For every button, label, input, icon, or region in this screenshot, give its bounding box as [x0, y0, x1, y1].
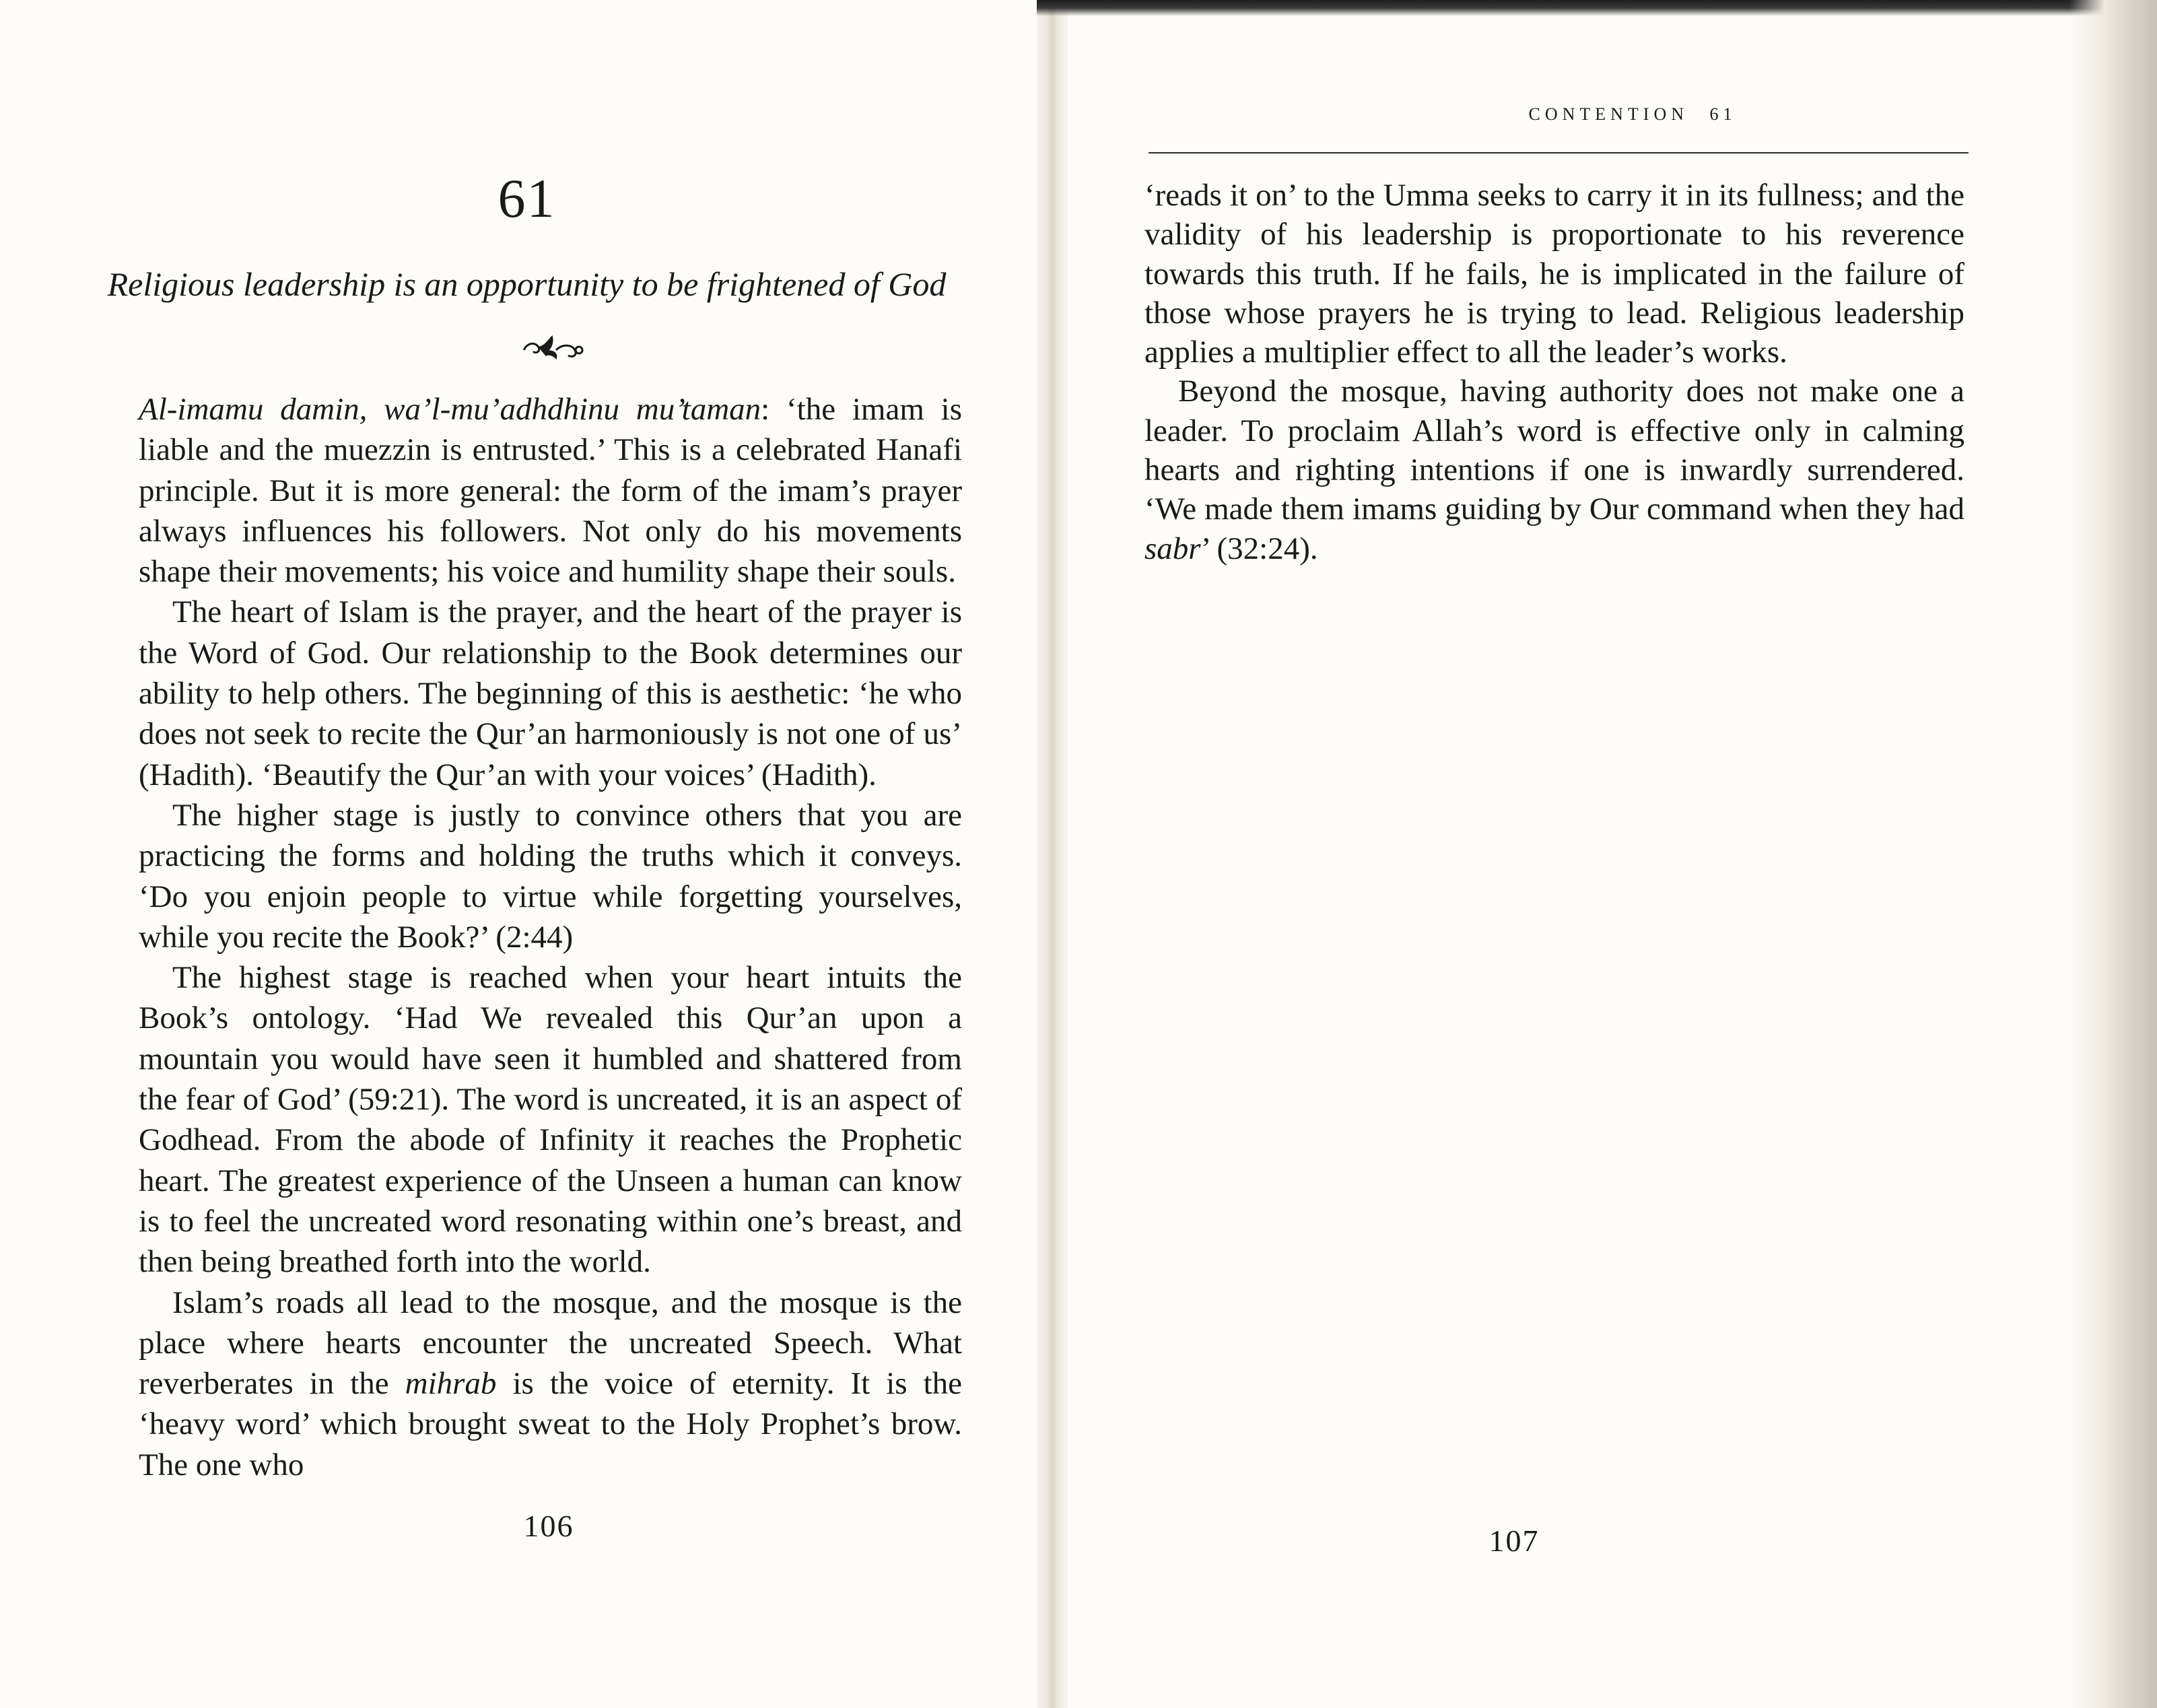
page-edge-shadow	[2069, 0, 2157, 1708]
paragraph-text: ’ (32:24).	[1200, 531, 1318, 566]
book-gutter	[1037, 0, 1068, 1708]
paragraph: The highest stage is reached when your heart intuits the Book’s ontology. ‘Had We revealed this Qur’an upon a mountain you would have seen it humbled and shattered from the fear of God’ (59:21). The word is uncreated, it is an aspect of Godhead. From the abode of Infinity it reaches the Prophetic heart. The greatest experience of the Unseen a human can know is to feel the uncreated word resonating within one’s breast, and then being breathed forth into the world.	[139, 960, 962, 1280]
running-head-word: CONTENTION	[1528, 104, 1689, 124]
paragraph-text: Beyond the mosque, having authority does not make one a leader. To proclaim Allah’s word is effective only in calming hearts and righting intentions if one is inwardly surrendered. ‘We made them imams guiding by Our command when they had	[1144, 374, 1964, 527]
left-page-body	[139, 389, 962, 1485]
paragraph-text: is the voice of eternity. It is the ‘heavy word’ which brought sweat to the Holy Prophet’s brow. The one who	[139, 1366, 962, 1482]
chapter-subtitle: Religious leadership is an opportunity to be frightened of God	[107, 265, 947, 303]
paragraph	[139, 389, 962, 592]
fleuron-ornament-icon	[518, 330, 586, 364]
page-number-left: 106	[523, 1509, 574, 1543]
italic-word: mihrab	[405, 1366, 497, 1402]
paragraph	[1144, 372, 1964, 568]
header-rule	[1149, 152, 1968, 153]
paragraph: The higher stage is justly to convince others that you are practicing the forms and holding the truths which it conveys. ‘Do you enjoin people to virtue while forgetting yourselves, while you recite the Book?’ (2:44)	[139, 797, 962, 955]
paragraph	[139, 1283, 962, 1485]
paragraph-text: : ‘the imam is liable and the muezzin is entrusted.’ This is a celebrated Hanafi principle. But it is more general: the form of the imam’s prayer always influences his followers. Not only do his movements shape their movements; his voice and humility shape their souls.	[139, 392, 962, 590]
italic-word: sabr	[1144, 531, 1201, 566]
page-top-shadow	[1037, 0, 2157, 16]
page-number-right: 107	[1488, 1524, 1540, 1558]
right-page-body	[1144, 176, 1964, 568]
running-head-number: 61	[1709, 104, 1737, 124]
running-head	[1068, 104, 2157, 125]
paragraph: ‘reads it on’ to the Umma seeks to carry it in its fullness; and the validity of his leadership is proportionate to his reverence towards this truth. If he fails, he is implicated in the failure of those whose prayers he is trying to lead. Religious leadership applies a multiplier effect to all the leader’s works.	[1144, 178, 1964, 370]
paragraph: The heart of Islam is the prayer, and the heart of the prayer is the Word of God. Our relationship to the Book determines our ability to help others. The beginning of this is aesthetic: ‘he who does not seek to recite the Qur’an harmoniously is not one of us’ (Hadith). ‘Beautify the Qur’an with your voices’ (Hadith).	[139, 594, 962, 792]
italic-phrase: Al-imamu damin, wa’l-mu’adhdhinu mu’taman	[139, 392, 761, 427]
paragraph-text: Islam’s roads all lead to the mosque, and the mosque is the place where hearts encounter the uncreated Speech. What reverberates in the	[139, 1285, 962, 1402]
chapter-number: 61	[498, 168, 556, 229]
